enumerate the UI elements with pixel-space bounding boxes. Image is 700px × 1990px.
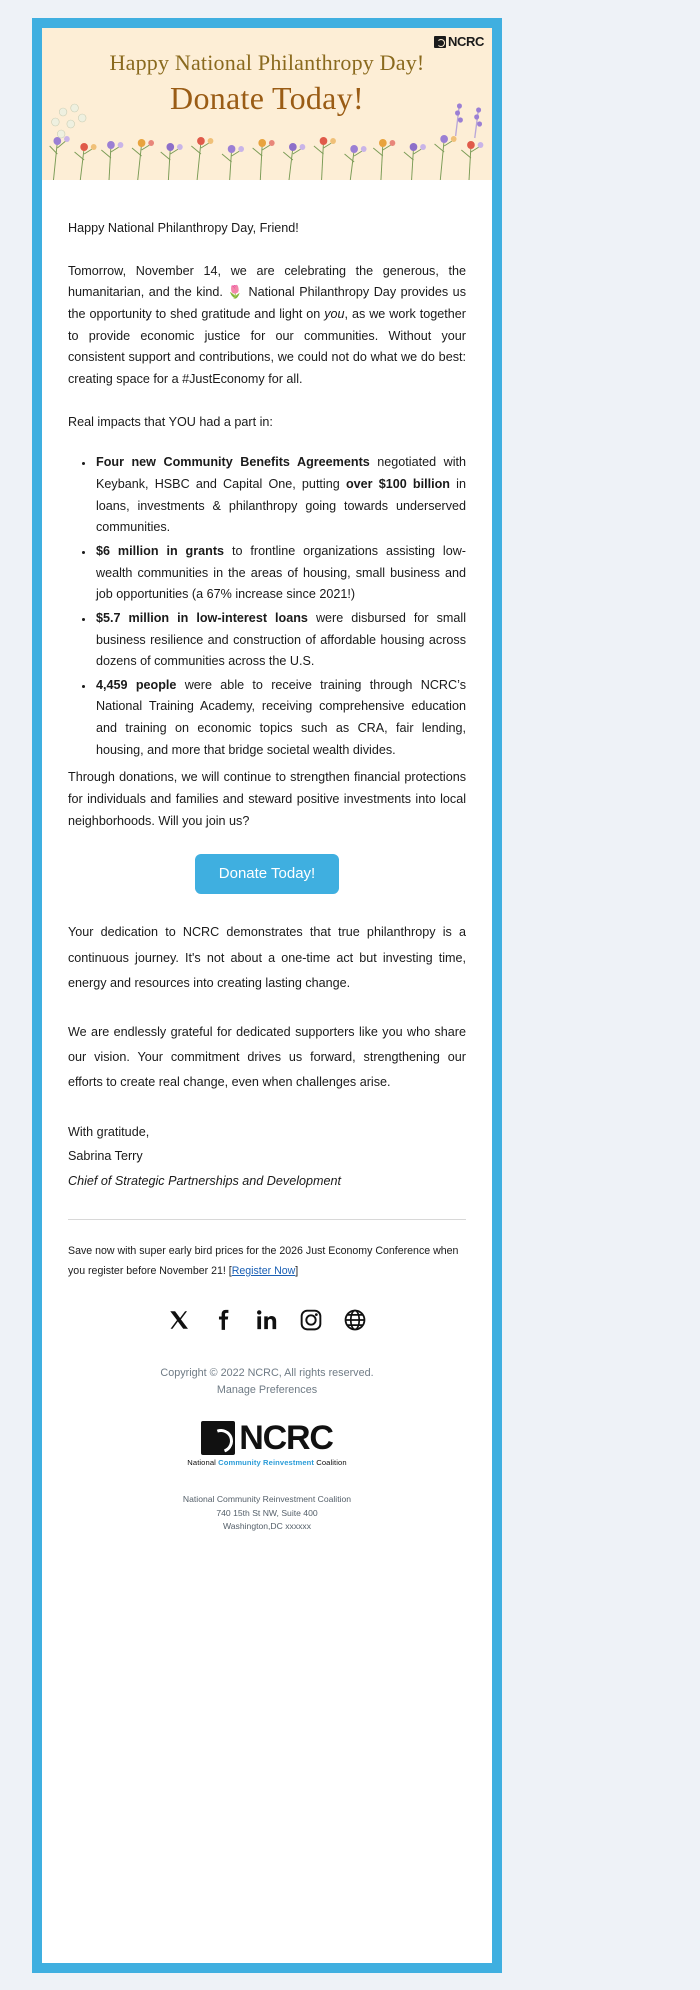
impact-text-end: in loans, investments & philanthropy going towards underserved communities. (96, 476, 466, 535)
impact-text-mid: negotiated with Keybank, HSBC and Capital One, putting (96, 455, 466, 491)
footer-divider (68, 1219, 466, 1220)
address-line-org: National Community Reinvestment Coalition (182, 1493, 352, 1504)
donate-button-row (68, 854, 466, 894)
register-now-link[interactable]: Register Now (231, 1264, 296, 1277)
signature-block (68, 1120, 466, 1194)
facebook-icon[interactable] (212, 1309, 234, 1331)
intro-text-part1: Tomorrow, November 14, we are celebrating the generous, the humanitarian, and the kind. 🌷 National Philanthropy Day provides us the opportunity to shed gratitude and light on (68, 263, 466, 321)
impact-bold-mid: over $100 billion (345, 476, 450, 491)
footer-address (68, 1493, 466, 1534)
wildflower-illustration (42, 102, 492, 180)
intro-emphasis-you: you (324, 306, 345, 321)
address-line-street: 740 15th St NW, Suite 400 (216, 1507, 318, 1518)
signoff-sender-title: Chief of Strategic Partnerships and Development (68, 1173, 342, 1188)
banner-title-line2: Donate Today! (170, 80, 364, 116)
ncrc-header-logo[interactable] (434, 34, 484, 49)
intro-paragraph (68, 261, 466, 391)
email-body (42, 180, 492, 1534)
ncrc-mark-icon (201, 1421, 235, 1455)
impact-bold-lead: Four new Community Benefits Agreements (96, 455, 370, 470)
ncrc-mark-icon (434, 36, 446, 48)
conference-promo (68, 1242, 466, 1281)
banner-title-line1: Happy National Philanthropy Day! (109, 50, 425, 75)
copyright-block (68, 1365, 466, 1398)
grateful-paragraph: We are endlessly grateful for dedicated supporters like you who share our vision. Your commitment drives us forward, strengthening our efforts to create real change, even when challenges arise. (68, 1024, 466, 1090)
manage-preferences-link[interactable]: Manage Preferences (216, 1384, 318, 1397)
email-container (32, 18, 502, 1973)
social-links-row (68, 1309, 466, 1331)
list-item (94, 608, 466, 673)
instagram-icon[interactable] (300, 1309, 322, 1331)
closing-ask-paragraph: Through donations, we will continue to strengthen financial protections for individuals and families and steward positive investments into local neighborhoods. Will you join us? (68, 770, 466, 828)
signoff-sender-name: Sabrina Terry (68, 1149, 143, 1164)
ncrc-footer-tagline (187, 1458, 346, 1467)
list-item (94, 675, 466, 762)
conference-text-after: ] (295, 1264, 299, 1277)
email-header-banner (42, 28, 492, 180)
greeting-paragraph: Happy National Philanthropy Day, Friend! (68, 221, 299, 235)
ncrc-footer-logo (68, 1418, 466, 1467)
ncrc-wordmark: NCRC (448, 34, 484, 49)
impact-text-mid: were disbursed for small business resilience and construction of affordable housing across dozens of communities across the U.S. (96, 610, 466, 669)
impact-bold-lead: $5.7 million in low-interest loans (96, 610, 308, 625)
ncrc-footer-wordmark: NCRC (239, 1418, 333, 1457)
impact-bold-lead: 4,459 people (96, 677, 177, 692)
conference-text-before: Save now with super early bird prices for the 2026 Just Economy Conference when you register before November 21! [ (68, 1245, 459, 1277)
x-twitter-icon[interactable] (168, 1309, 190, 1331)
impact-text-mid: to frontline organizations assisting low-wealth communities in the areas of housing, small business and job opportunities (a 67% increase since 2021!) (96, 543, 467, 602)
tagline-highlight: Community Reinvestment (218, 1457, 315, 1467)
impact-bold-lead: $6 million in grants (96, 543, 225, 558)
dedication-paragraph: Your dedication to NCRC demonstrates that true philanthropy is a continuous journey. It's not about a one-time act but investing time, energy and resources into creating lasting change. (68, 925, 466, 990)
impacts-list (68, 452, 466, 761)
copyright-text: Copyright © 2022 NCRC, All rights reserved. (160, 1367, 374, 1380)
tagline-part2: Coalition (314, 1457, 347, 1467)
impact-text-mid: were able to receive training through NCRC’s National Training Academy, receiving comprehensive education and training on economic topics such as CRA, fair lending, housing, and more that bridge societal wealth divides. (96, 677, 466, 757)
list-item (94, 541, 466, 606)
address-line-city: Washington,DC xxxxxx (222, 1521, 312, 1532)
tagline-part1: National (187, 1457, 219, 1467)
impacts-lead-paragraph: Real impacts that YOU had a part in: (68, 414, 273, 429)
signoff-line-gratitude: With gratitude, (68, 1124, 150, 1139)
donate-today-button[interactable]: Donate Today! (195, 854, 339, 894)
globe-icon[interactable] (344, 1309, 366, 1331)
intro-text-part2: , as we work together to provide economic justice for our communities. Without your consistent support and contributions, we could not do what we do best: creating space for a #JustEconomy for all. (68, 306, 466, 386)
linkedin-icon[interactable] (256, 1309, 278, 1331)
list-item (94, 452, 466, 539)
